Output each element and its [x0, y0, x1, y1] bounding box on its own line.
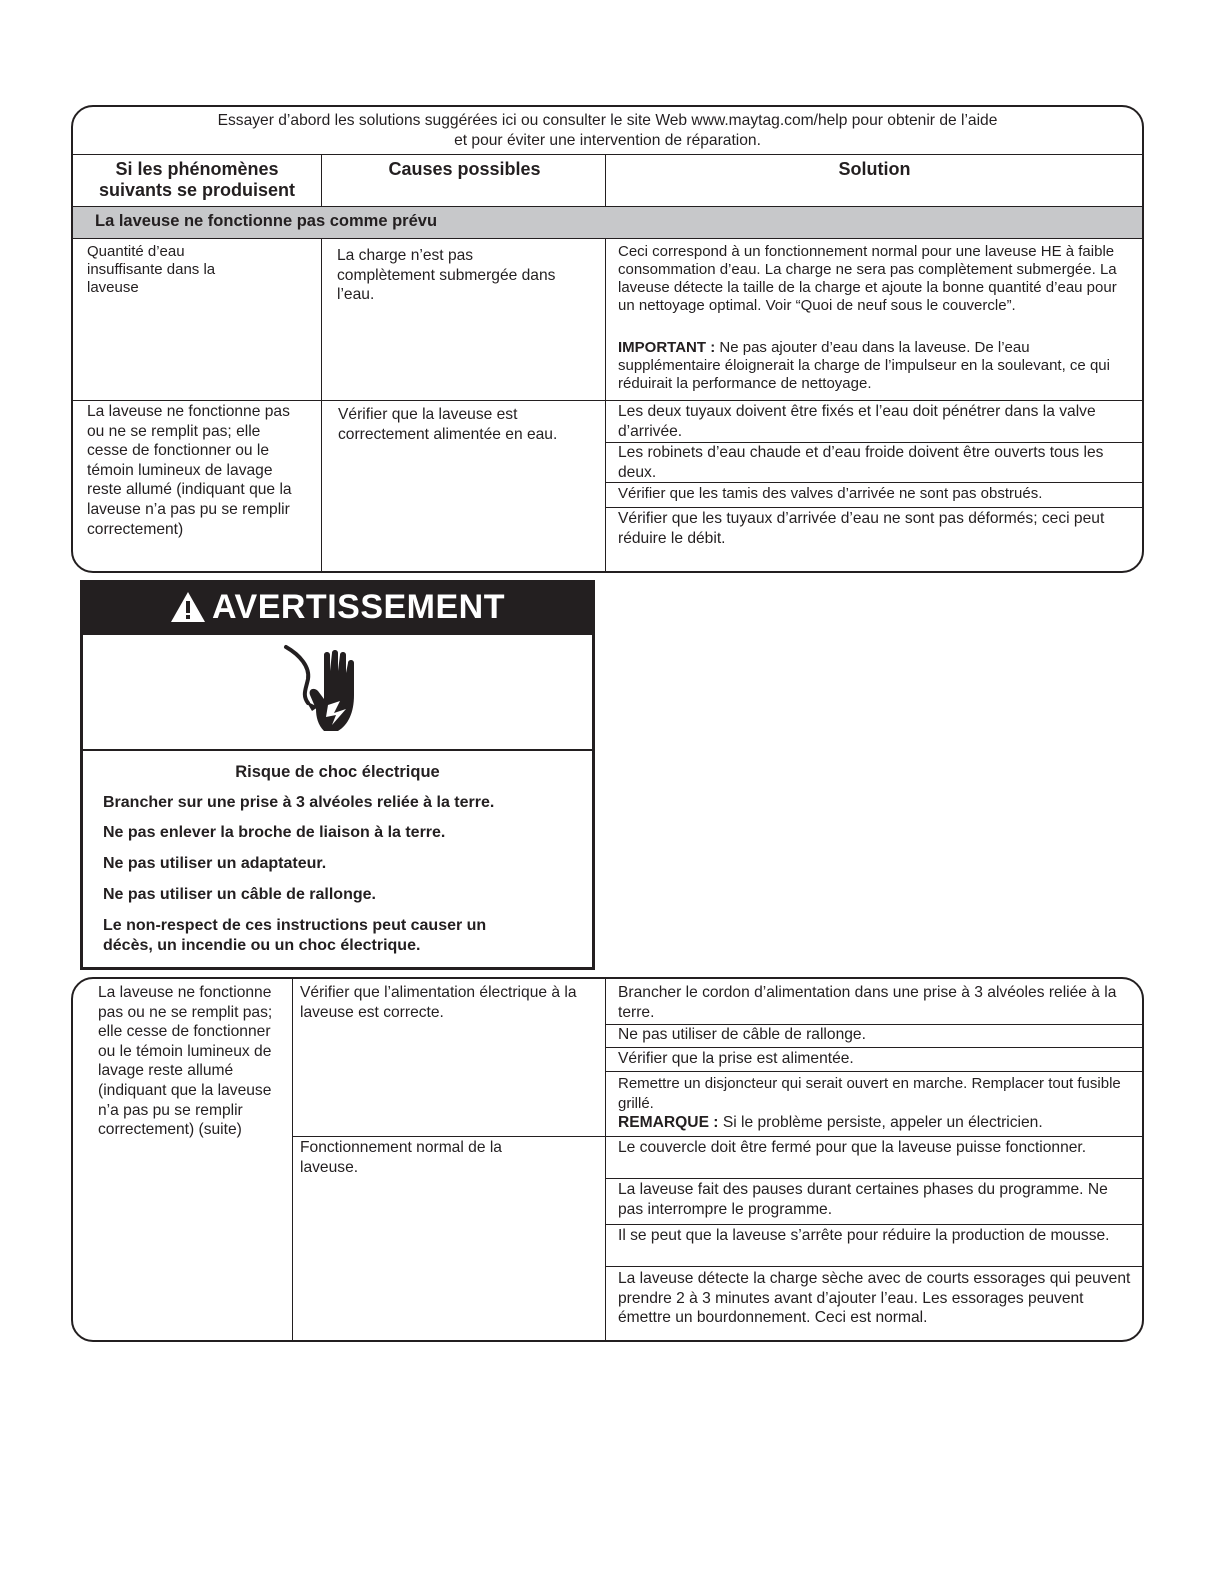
warning-triangle-icon: [170, 591, 206, 623]
t2-divider-1: [292, 979, 293, 1340]
t2-solution-8: La laveuse détecte la charge sèche avec de courts essorages qui peuvent prendre 2 à 3 minutes avant d’ajouter l’eau. Les essorages peuvent émettre un bourdonnement. Ceci est normal.: [618, 1270, 1131, 1327]
remark-text: Si le problème persiste, appeler un électricien.: [718, 1114, 1043, 1131]
row2-sol-rule-2: [606, 482, 1142, 483]
row1-divider-2: [605, 239, 606, 571]
warning-risk: Risque de choc électrique: [235, 763, 440, 781]
t2-solution-4: Remettre un disjoncteur qui serait ouvert en marche. Remplacer tout fusible grillé.: [618, 1075, 1121, 1112]
t2-solution-3: Vérifier que la prise est alimentée.: [618, 1050, 854, 1067]
warning-line-2: Ne pas enlever la broche de liaison à la terre.: [103, 824, 446, 841]
electric-shock-hand-icon: [280, 643, 372, 739]
t2-solution-1: Brancher le cordon d’alimentation dans une prise à 3 alvéoles reliée à la terre.: [618, 984, 1117, 1021]
warning-title: AVERTISSEMENT: [211, 588, 505, 626]
row2-solution-3: Vérifier que les tamis des valves d’arrivée ne sont pas obstrués.: [618, 485, 1043, 502]
warning-consequence: Le non-respect de ces instructions peut causer un décès, un incendie ou un choc électrique.: [103, 917, 487, 954]
warning-title-wrap: [80, 580, 595, 635]
remark-label: REMARQUE :: [618, 1114, 719, 1131]
t2-divider-2: [605, 979, 606, 1340]
warning-icon-bottom-rule: [83, 749, 592, 751]
warning-line-1: Brancher sur une prise à 3 alvéoles reliée à la terre.: [103, 794, 495, 811]
row2-solution-4: Vérifier que les tuyaux d’arrivée d’eau ne sont pas déformés; ceci peut réduire le débit.: [618, 510, 1105, 547]
t2-solution-7: Il se peut que la laveuse s’arrête pour réduire la production de mousse.: [618, 1227, 1110, 1244]
important-label: IMPORTANT :: [618, 339, 716, 356]
t2-remark: [618, 1113, 1138, 1133]
section-title: La laveuse ne fonctionne pas comme prévu: [95, 212, 438, 230]
row2-solution-1: Les deux tuyaux doivent être fixés et l’eau doit pénétrer dans la valve d’arrivée.: [618, 403, 1096, 440]
row2-problem: La laveuse ne fonctionne pas ou ne se remplit pas; elle cesse de fonctionner ou le témoin lumineux de lavage reste allumé (indiquant que la laveuse n’a pas pu se remplir correctement): [87, 403, 292, 538]
t2-solution-2: Ne pas utiliser de câble de rallonge.: [618, 1026, 866, 1043]
t2-cause-rule: [293, 1136, 606, 1137]
row2-cause: Vérifier que la laveuse est correctement alimentée en eau.: [338, 406, 558, 443]
row1-cause: La charge n’est pas complètement submergée dans l’eau.: [337, 247, 556, 304]
t2-solution-5: Le couvercle doit être fermé pour que la laveuse puisse fonctionner.: [618, 1139, 1087, 1156]
warning-line-3: Ne pas utiliser un adaptateur.: [103, 855, 327, 872]
t2-sol-rule-2: [606, 1047, 1142, 1048]
header-divider-2: [605, 154, 606, 206]
row1-divider-1: [321, 239, 322, 571]
row1-important: [618, 339, 1128, 393]
important-text: Ne pas ajouter d’eau dans la laveuse. De l’eau supplémentaire éloignerait la charge de l’impulseur en la soulevant, ce qui réduirait la performance de nettoyage.: [618, 339, 1110, 392]
t2-solution-6: La laveuse fait des pauses durant certaines phases du programme. Ne pas interrompre le programme.: [618, 1181, 1108, 1218]
t2-cause-2: Fonctionnement normal de la laveuse.: [300, 1139, 502, 1176]
intro-line-2: et pour éviter une intervention de réparation.: [454, 132, 761, 149]
col-header-solution: Solution: [838, 159, 911, 179]
col-header-problems: Si les phénomènes suivants se produisent: [98, 159, 296, 200]
t2-sol-rule-6: [606, 1224, 1142, 1225]
col-header-causes: Causes possibles: [388, 159, 541, 179]
header-top-rule: [73, 154, 1142, 155]
row2-sol-rule-3: [606, 507, 1142, 508]
row2-solution-2: Les robinets d’eau chaude et d’eau froide doivent être ouverts tous les deux.: [618, 444, 1104, 481]
t2-problem: La laveuse ne fonctionne pas ou ne se remplit pas; elle cesse de fonctionner ou le témoin lumineux de lavage reste allumé (indiquant que la laveuse n’a pas pu se remplir correctement) (suite): [98, 984, 273, 1139]
row1-problem: Quantité d’eau insuffisante dans la laveuse: [87, 243, 216, 296]
row1-solution: Ceci correspond à un fonctionnement normal pour une laveuse HE à faible consommation d’eau. La charge ne sera pas complètement submergée. La laveuse détecte la taille de la charge et ajoute la bonne quantité d’eau pour un nettoyage optimal. Voir “Quoi de neuf sous le couvercle”.: [618, 243, 1117, 314]
row-separator: [73, 400, 1142, 401]
warning-line-4: Ne pas utiliser un câble de rallonge.: [103, 886, 376, 903]
intro-line-1: Essayer d’abord les solutions suggérées ici ou consulter le site Web www.maytag.com/help pour obtenir de l’aide: [217, 112, 998, 129]
t2-sol-rule-3: [606, 1071, 1142, 1072]
t2-cause-1: Vérifier que l’alimentation électrique à la laveuse est correcte.: [300, 984, 577, 1021]
t2-sol-rule-5: [606, 1178, 1142, 1179]
header-divider-1: [321, 154, 322, 206]
warning-icon-top-rule: [83, 633, 592, 635]
t2-sol-rule-4: [606, 1136, 1142, 1137]
t2-sol-rule-7: [606, 1266, 1142, 1267]
